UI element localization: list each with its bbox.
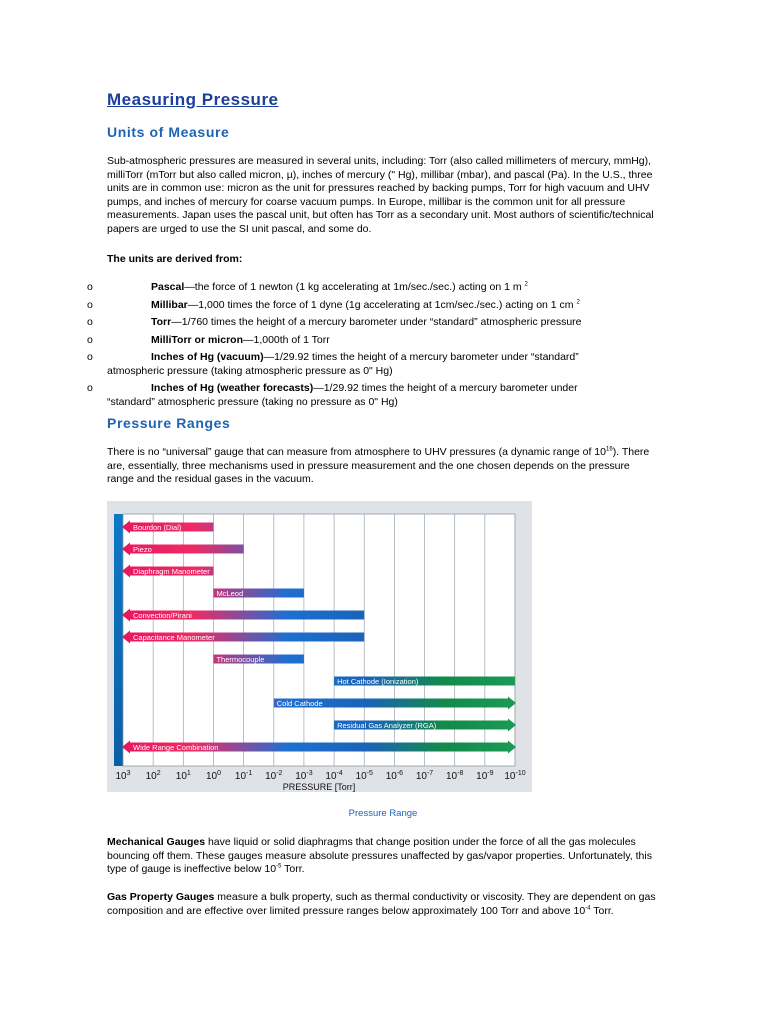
list-item: [87, 382, 627, 409]
gauge-label: Piezo: [133, 545, 152, 554]
unit-term: Inches of Hg (vacuum): [151, 351, 264, 363]
ranges-heading: Pressure Ranges: [107, 415, 231, 431]
unit-term: Inches of Hg (weather forecasts): [151, 382, 314, 394]
bullet-marker: o: [87, 351, 93, 363]
unit-definition: —1,000th of 1 Torr: [242, 333, 330, 346]
bullet-marker: o: [87, 382, 93, 394]
list-item: [87, 299, 627, 313]
unit-term: Torr: [151, 316, 172, 328]
unit-definition: —1/29.92 times the height of a mercury barometer under “standard” atmospheric pressure (taking atmospheric pressure as 0" Hg): [107, 351, 579, 377]
ranges-intro-start: There is no “universal” gauge that can measure from atmosphere to UHV pressures (a dynamic range of 10: [107, 446, 606, 458]
chart-caption: Pressure Range: [348, 808, 418, 819]
gauge-label: Thermocouple: [216, 655, 265, 664]
list-item: [87, 316, 627, 330]
superscript: 2: [576, 299, 580, 305]
gauge-label: Bourdon (Dial): [133, 523, 182, 532]
unit-definition: —1,000 times the force of 1 dyne (1g accelerating at 1cm/sec./sec.) acting on 1 cm: [187, 298, 574, 311]
tick-label: $10^{-3}$: [295, 770, 313, 782]
ranges-intro-end: ). There are, essentially, three mechanisms used in pressure measurement and the one chosen depends on the pressure range and the residual gases in the vacuum.: [107, 446, 650, 485]
units-intro: Sub-atmospheric pressures are measured in several units, including: Torr (also called millimeters of mercury, mmHg), milliTorr (mTorr but also called micron, µ), inches of mercury (" Hg), millibar (mbar), and pascal (Pa). In the U.S., three units are in common use: micron as the unit for pressures reached by backing pumps, Torr for high vacuum and UHV pumps, and inches of mercury for coarse vacuum pumps. In Europe, millibar is the common unit for all pressure measurements. Japan uses the pascal unit, but often has Torr as a secondary unit. Most authors of scientific/technical papers are urged to use the SI unit pascal, and some do.: [107, 155, 654, 235]
bullet-marker: o: [87, 298, 93, 311]
tick-label: $10^2$: [145, 770, 161, 782]
tick-label: $10^{-6}$: [385, 770, 404, 782]
gauge-label: Capacitance Manometer: [133, 633, 215, 642]
pressure-range-chart: [107, 501, 532, 792]
unit-term: Pascal: [151, 281, 185, 293]
bullet-marker: o: [87, 316, 93, 328]
tick-label: $10^{-10}$: [504, 770, 526, 782]
ranges-intro: [107, 446, 659, 487]
tick-label: $10^3$: [115, 770, 131, 782]
list-item: [87, 334, 627, 348]
superscript: 16: [606, 446, 613, 453]
tick-label: $10^0$: [205, 770, 221, 782]
gauge-label: Hot Cathode (Ionization): [337, 677, 419, 686]
unit-term: Millibar: [151, 298, 188, 311]
x-axis-label: PRESSURE [Torr]: [282, 782, 356, 792]
mechanical-gauges-text: have liquid or solid diaphragms that change position under the force of all the gas molecules bouncing off them. These gauges measure absolute pressures unaffected by gas/vapor properties. Unfortunately, this type of gauge is ineffective below 10: [107, 836, 652, 875]
unit-list: [87, 281, 627, 413]
gauge-label: Convection/Pirani: [133, 611, 192, 620]
bullet-marker: o: [87, 281, 93, 293]
page-title: Measuring Pressure: [107, 90, 279, 109]
chart-svg: [107, 501, 532, 792]
bullet-marker: o: [87, 333, 93, 346]
superscript: -5: [276, 863, 282, 870]
unit-definition: —1/760 times the height of a mercury barometer under “standard” atmospheric pressure: [171, 316, 582, 328]
gauge-label: Cold Cathode: [276, 699, 323, 708]
gauge-label: Diaphragm Manometer: [133, 567, 210, 576]
gas-property-gauges-text-end: Torr.: [590, 904, 614, 917]
unit-definition: —the force of 1 newton (1 kg accelerating at 1m/sec./sec.) acting on 1 m: [184, 281, 522, 293]
tick-label: $10^{-5}$: [355, 770, 373, 782]
derived-label: The units are derived from:: [107, 253, 243, 265]
tick-label: $10^{-2}$: [265, 770, 283, 782]
tick-label: $10^{-9}$: [476, 770, 494, 782]
gas-property-gauges-text: measure a bulk property, such as thermal conductivity or viscosity. They are dependent on gas composition and are effective over limited pressure ranges below approximately 100 Torr and above 10: [107, 891, 656, 917]
superscript: -4: [585, 905, 591, 911]
superscript: 2: [524, 281, 528, 288]
gas-property-gauges-paragraph: [107, 891, 659, 918]
mechanical-gauges-text-end: Torr.: [281, 863, 305, 875]
tick-label: $10^1$: [175, 770, 191, 782]
gauge-label: McLeod: [216, 589, 244, 598]
mechanical-gauges-term: Mechanical Gauges: [107, 836, 206, 848]
tick-label: $10^{-7}$: [415, 770, 434, 782]
list-item: [87, 281, 627, 295]
tick-label: $10^{-8}$: [446, 770, 464, 782]
list-item: [87, 351, 627, 378]
unit-term: MilliTorr or micron: [151, 333, 243, 346]
mechanical-gauges-paragraph: [107, 836, 659, 877]
tick-label: $10^{-4}$: [325, 770, 343, 782]
gas-property-gauges-term: Gas Property Gauges: [107, 891, 215, 903]
gauge-label: Wide Range Combination: [133, 743, 219, 752]
units-heading: Units of Measure: [107, 124, 230, 140]
tick-label: $10^{-1}$: [234, 770, 253, 782]
chart-left-band: [114, 514, 123, 766]
gauge-label: Residual Gas Analyzer (RGA): [337, 721, 437, 730]
unit-definition: —1/29.92 times the height of a mercury barometer under “standard” atmospheric pressure (taking no pressure as 0" Hg): [107, 382, 578, 408]
